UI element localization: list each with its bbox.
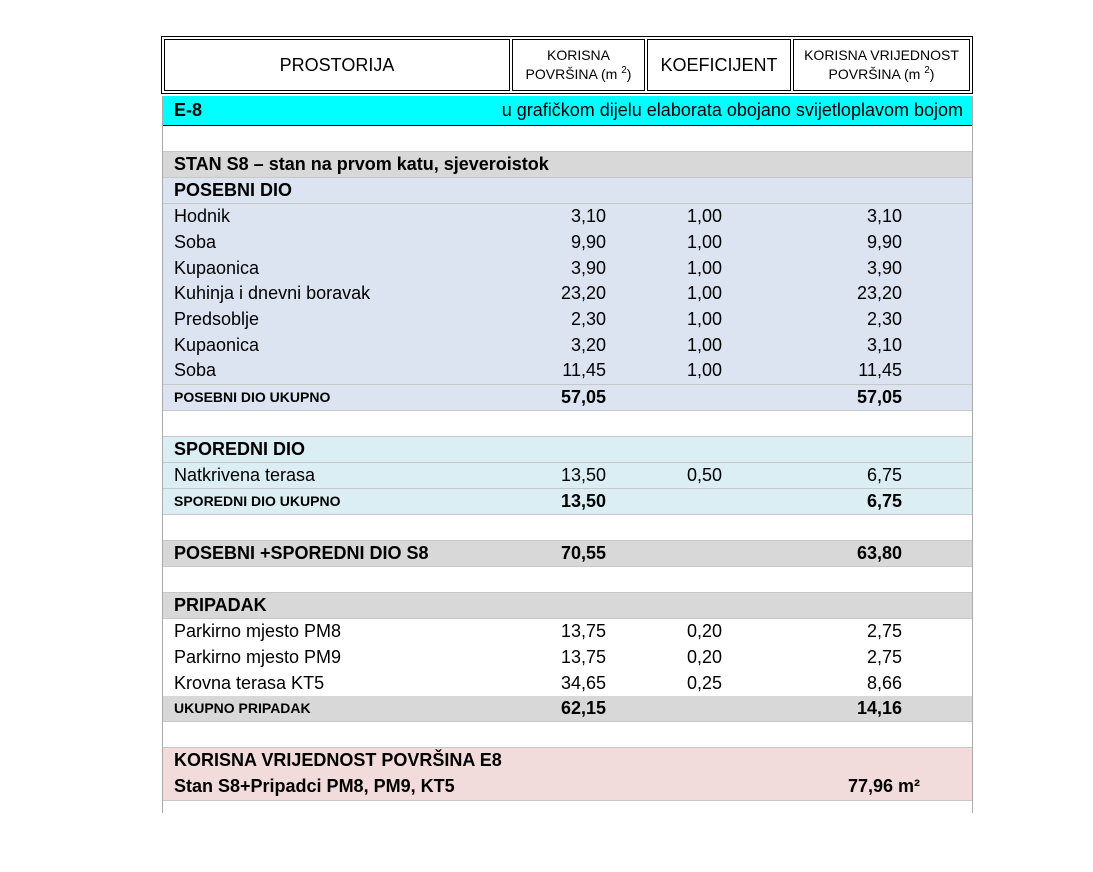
stan-title: STAN S8 – stan na prvom katu, sjeveroistok xyxy=(174,154,549,174)
header-col4-sup: 2 xyxy=(924,65,930,76)
table-row xyxy=(162,645,973,671)
spacer-row xyxy=(162,411,973,437)
room-area: 11,45 xyxy=(562,360,606,381)
unit-note: u grafičkom dijelu elaborata obojano svijetloplavom bojom xyxy=(501,100,963,120)
sporedni-total-row xyxy=(162,489,973,515)
posebni-total-area: 57,05 xyxy=(560,386,606,407)
posebni-total-label: POSEBNI DIO UKUPNO xyxy=(174,389,331,406)
room-name: Soba xyxy=(174,360,217,381)
room-area: 13,50 xyxy=(560,464,606,485)
header-col4-line2 xyxy=(804,65,959,84)
room-value: 3,10 xyxy=(866,206,902,227)
table-row xyxy=(162,255,973,281)
spacer-row xyxy=(162,567,973,593)
room-name: Parkirno mjesto PM8 xyxy=(174,621,342,642)
sporedni-total-label: SPOREDNI DIO UKUPNO xyxy=(174,493,341,510)
room-area: 2,30 xyxy=(570,309,606,330)
pripadak-total-label: UKUPNO PRIPADAK xyxy=(174,700,311,717)
pripadak-title: PRIPADAK xyxy=(174,594,267,615)
room-coef: 1,00 xyxy=(686,309,722,330)
room-area: 3,90 xyxy=(570,257,606,278)
header-col2-line2 xyxy=(526,65,632,84)
sporedni-title-row xyxy=(162,437,973,463)
header-col2-sup: 2 xyxy=(621,65,627,76)
table-row xyxy=(162,463,973,489)
room-area: 3,10 xyxy=(570,206,606,227)
area-table xyxy=(162,96,973,801)
table-row xyxy=(162,358,973,384)
header-col4-close: ) xyxy=(929,66,935,82)
room-value: 8,66 xyxy=(866,672,902,693)
spacer-row xyxy=(162,722,973,748)
pripadak-total-area: 62,15 xyxy=(560,697,606,718)
sporedni-title: SPOREDNI DIO xyxy=(174,438,306,459)
room-name: Kupaonica xyxy=(174,257,260,278)
room-coef: 1,00 xyxy=(686,334,722,355)
room-value: 2,75 xyxy=(866,646,902,667)
table-row xyxy=(162,307,973,333)
spacer-row xyxy=(162,515,973,541)
room-name: Predsoblje xyxy=(174,309,260,330)
header-koeficijent-label: KOEFICIJENT xyxy=(660,55,778,75)
combined-label: POSEBNI +SPOREDNI DIO S8 xyxy=(174,542,429,563)
room-value: 2,75 xyxy=(866,621,902,642)
room-name: Hodnik xyxy=(174,206,231,227)
header-korisna-povrsina-text xyxy=(526,46,632,84)
final-value: 77,96 m² xyxy=(847,776,920,797)
room-area: 13,75 xyxy=(560,646,606,667)
room-value: 9,90 xyxy=(866,232,902,253)
room-coef: 1,00 xyxy=(686,360,722,381)
room-name: Kuhinja i dnevni boravak xyxy=(174,283,371,304)
posebni-title-row xyxy=(162,178,973,204)
room-coef: 1,00 xyxy=(686,283,722,304)
pripadak-title-row xyxy=(162,593,973,619)
header-prostorija xyxy=(164,39,510,91)
header-col2-line1: KORISNA xyxy=(546,47,610,63)
table-row xyxy=(162,670,973,696)
table-row xyxy=(162,619,973,645)
room-name: Natkrivena terasa xyxy=(174,464,316,485)
room-area: 9,90 xyxy=(570,232,606,253)
room-coef: 0,25 xyxy=(686,672,722,693)
combined-area: 70,55 xyxy=(560,542,606,563)
room-coef: 1,00 xyxy=(686,232,722,253)
room-coef: 1,00 xyxy=(686,257,722,278)
table-header xyxy=(161,36,973,94)
pripadak-rows xyxy=(162,619,973,696)
header-koeficijent xyxy=(647,39,791,91)
room-value: 23,20 xyxy=(856,283,902,304)
room-name: Parkirno mjesto PM9 xyxy=(174,646,342,667)
table-row xyxy=(162,281,973,307)
room-value: 3,10 xyxy=(866,334,902,355)
combined-row xyxy=(162,541,973,567)
room-coef: 1,00 xyxy=(686,206,722,227)
room-coef: 0,50 xyxy=(686,464,722,485)
header-col4-unit: POVRŠINA (m xyxy=(828,66,921,82)
room-value: 3,90 xyxy=(866,257,902,278)
table-row xyxy=(162,204,973,230)
stan-title-row xyxy=(162,152,973,178)
posebni-rows xyxy=(162,204,973,385)
sporedni-total-area: 13,50 xyxy=(560,490,606,511)
room-coef: 0,20 xyxy=(686,621,722,642)
room-value: 6,75 xyxy=(866,464,902,485)
posebni-total-value: 57,05 xyxy=(856,386,902,407)
header-prostorija-label: PROSTORIJA xyxy=(279,55,395,75)
sporedni-total-value: 6,75 xyxy=(866,490,902,511)
posebni-title: POSEBNI DIO xyxy=(174,180,293,200)
room-coef: 0,20 xyxy=(686,646,722,667)
unit-code: E-8 xyxy=(174,100,203,120)
table-row xyxy=(162,332,973,358)
final-summary xyxy=(162,748,973,801)
table-row xyxy=(162,230,973,256)
unit-row xyxy=(162,96,973,126)
posebni-total-row xyxy=(162,385,973,411)
spacer-row xyxy=(162,126,973,152)
room-area: 23,20 xyxy=(560,283,606,304)
header-korisna-vrijednost-text xyxy=(804,46,959,84)
room-name: Kupaonica xyxy=(174,334,260,355)
header-col2-close: ) xyxy=(626,66,632,82)
room-value: 2,30 xyxy=(866,309,902,330)
final-subtitle: Stan S8+Pripadci PM8, PM9, KT5 xyxy=(174,776,455,797)
combined-value: 63,80 xyxy=(856,542,902,563)
pripadak-total-row xyxy=(162,696,973,722)
room-value: 11,45 xyxy=(858,360,902,381)
pripadak-total-value: 14,16 xyxy=(856,697,902,718)
final-title: KORISNA VRIJEDNOST POVRŠINA E8 xyxy=(174,750,502,771)
header-col4-line1: KORISNA VRIJEDNOST xyxy=(804,47,959,63)
room-area: 34,65 xyxy=(560,672,606,693)
header-korisna-povrsina xyxy=(512,39,645,91)
room-area: 13,75 xyxy=(560,621,606,642)
room-name: Soba xyxy=(174,232,217,253)
room-name: Krovna terasa KT5 xyxy=(174,672,325,693)
header-korisna-vrijednost xyxy=(793,39,970,91)
header-col2-unit: POVRŠINA (m xyxy=(525,66,618,82)
room-area: 3,20 xyxy=(570,334,606,355)
